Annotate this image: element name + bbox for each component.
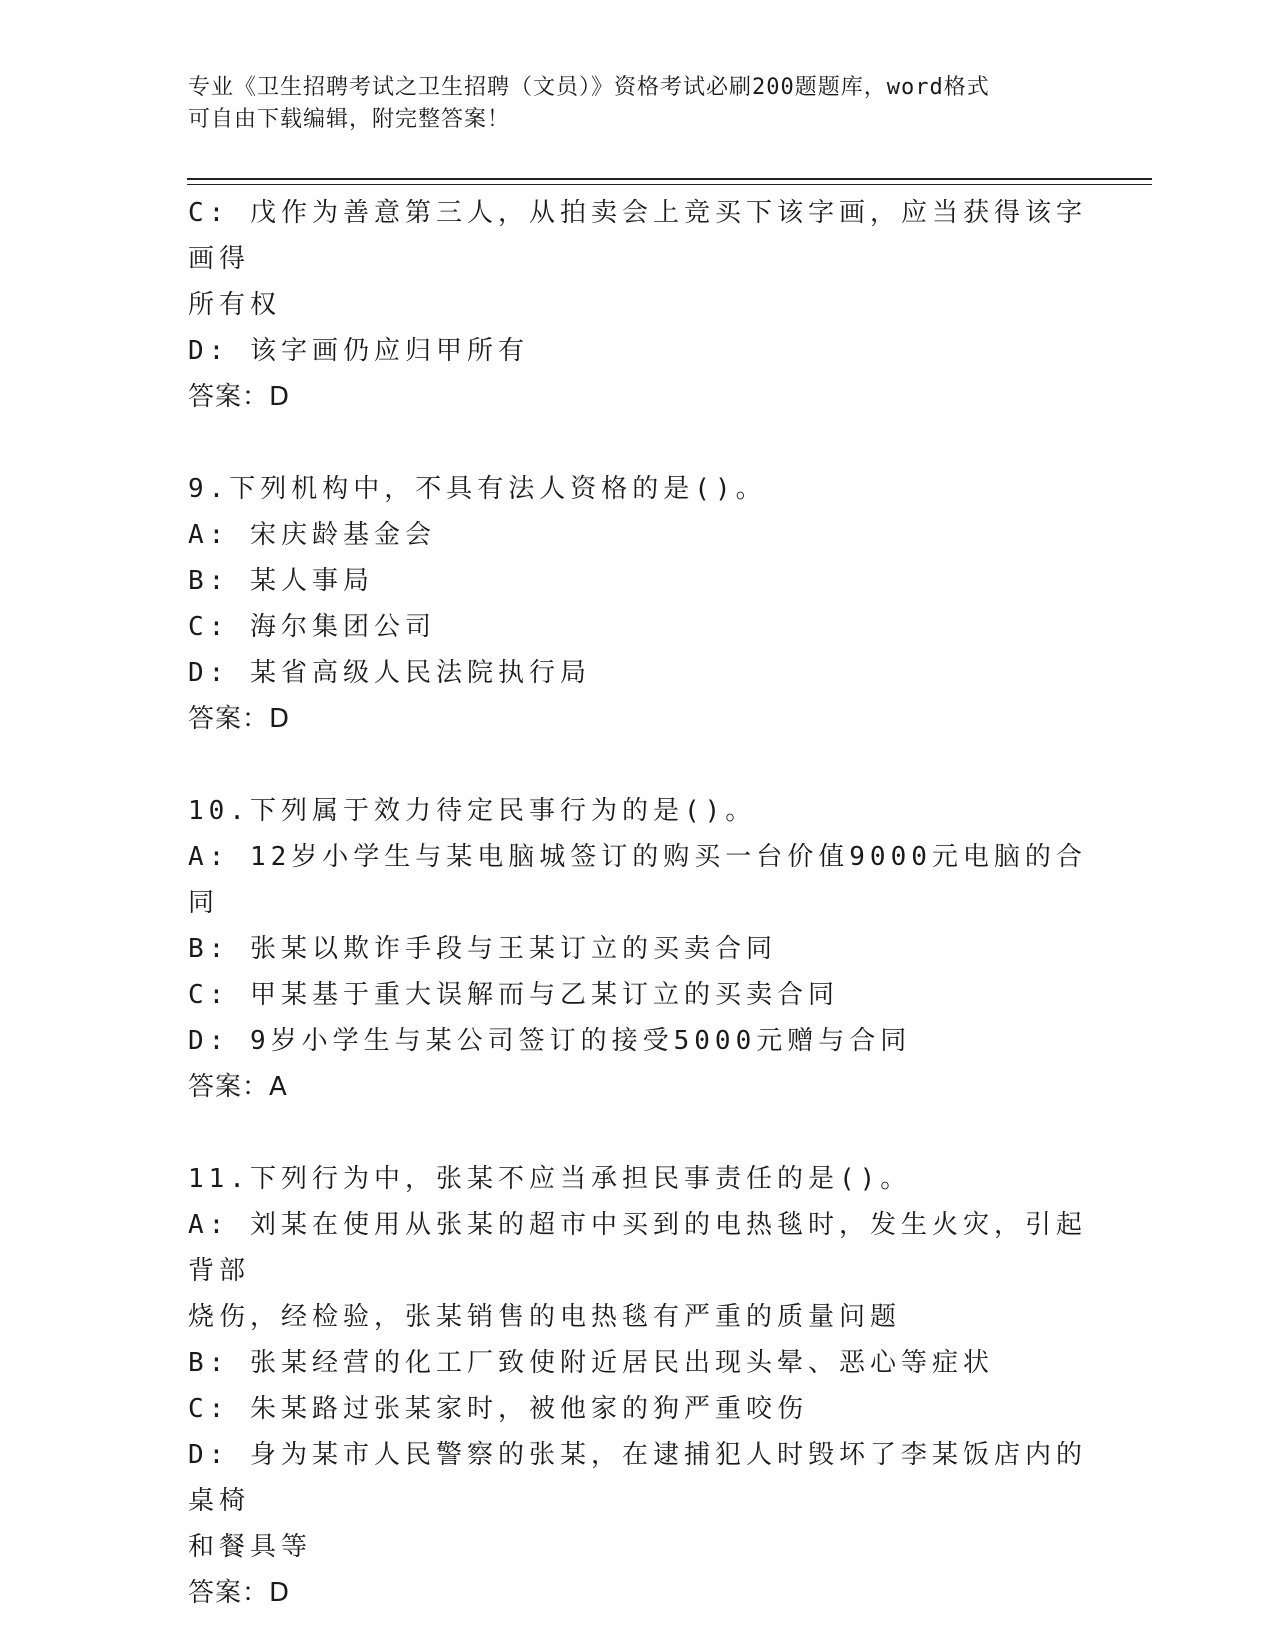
- document-body: [188, 190, 1088, 1616]
- spacer: [188, 420, 1088, 466]
- answer: 答案：D: [188, 1578, 291, 1608]
- spacer: [188, 742, 1088, 788]
- option-b: B: 张某以欺诈手段与王某订立的买卖合同: [188, 934, 777, 964]
- header-divider-thin: [187, 184, 1152, 185]
- question-10: [188, 788, 1088, 1110]
- option-c: C: 朱某路过张某家时，被他家的狗严重咬伤: [188, 1394, 808, 1424]
- question-11: [188, 1156, 1088, 1616]
- header-line-2: 可自由下载编辑，附完整答案！: [188, 107, 511, 132]
- answer: 答案：A: [188, 1072, 288, 1102]
- question-stem: 11.下列行为中，张某不应当承担民事责任的是()。: [188, 1164, 912, 1194]
- option-a: A: 宋庆龄基金会: [188, 520, 436, 550]
- option-d-line-2: 和餐具等: [188, 1532, 313, 1562]
- option-d-line-1: D: 身为某市人民警察的张某，在逮捕犯人时毁坏了李某饭店内的桌椅: [188, 1440, 1087, 1516]
- option-a: A: 12岁小学生与某电脑城签订的购买一台价值9000元电脑的合同: [188, 842, 1087, 918]
- option-c: C: 海尔集团公司: [188, 612, 436, 642]
- question-stem: 10.下列属于效力待定民事行为的是()。: [188, 796, 757, 826]
- option-d: D: 该字画仍应归甲所有: [188, 336, 529, 366]
- option-a-line-1: A: 刘某在使用从张某的超市中买到的电热毯时，发生火灾，引起背部: [188, 1210, 1087, 1286]
- option-d: D: 某省高级人民法院执行局: [188, 658, 591, 688]
- option-c-line-1: C: 戊作为善意第三人，从拍卖会上竞买下该字画，应当获得该字画得: [188, 198, 1087, 274]
- header-line-1: 专业《卫生招聘考试之卫生招聘（文员）》资格考试必刷200题题库，word格式: [188, 75, 990, 100]
- answer: 答案：D: [188, 704, 291, 734]
- answer: 答案：D: [188, 382, 291, 412]
- option-d: D: 9岁小学生与某公司签订的接受5000元赠与合同: [188, 1026, 912, 1056]
- option-a-line-2: 烧伤，经检验，张某销售的电热毯有严重的质量问题: [188, 1302, 902, 1332]
- question-8-tail: [188, 190, 1088, 420]
- header-divider-thick: [187, 178, 1152, 180]
- question-stem: 9.下列机构中，不具有法人资格的是()。: [188, 474, 767, 504]
- option-b: B: 张某经营的化工厂致使附近居民出现头晕、恶心等症状: [188, 1348, 994, 1378]
- document-header: [188, 72, 1088, 136]
- question-9: [188, 466, 1088, 742]
- option-b: B: 某人事局: [188, 566, 374, 596]
- option-c: C: 甲某基于重大误解而与乙某订立的买卖合同: [188, 980, 839, 1010]
- spacer: [188, 1110, 1088, 1156]
- option-c-line-2: 所有权: [188, 290, 282, 320]
